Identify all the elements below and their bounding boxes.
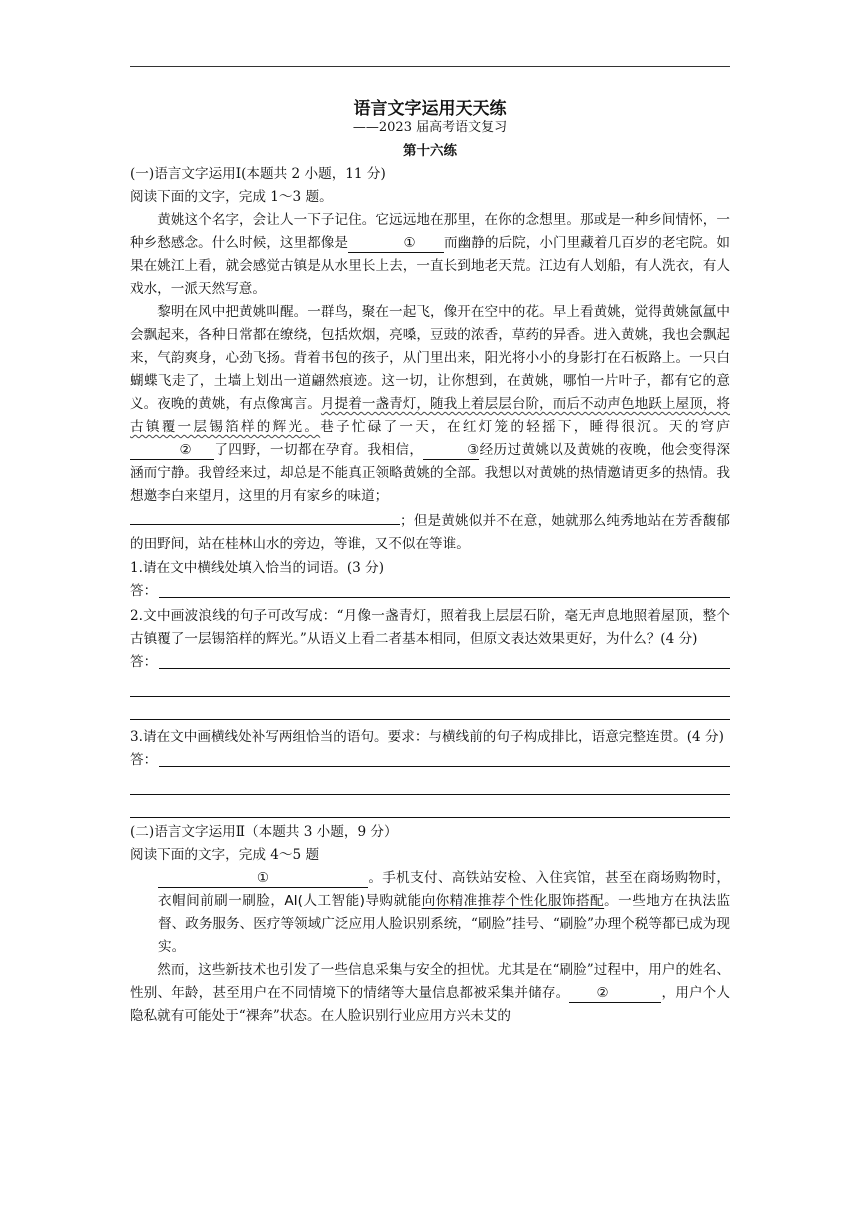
question-1: 1.请在文中横线处填入恰当的词语。(3 分) bbox=[130, 560, 385, 576]
text: ；但是黄姚似并不在意，她就那么纯秀地站在芳香馥郁的田野间，站在桂林山水的旁边，等谁，又不似在等谁。 bbox=[130, 513, 730, 552]
answer-fill bbox=[159, 766, 730, 767]
text: 而幽静的后院，小门里藏着几百岁的老宅院。如果在姚江上看，就会感觉古镇是从水里长上去，一直长到地老天荒。江边有人划船，有人洗衣，有人戏水，一派天然写意。 bbox=[130, 235, 731, 297]
text: AI( bbox=[284, 893, 303, 909]
answer-line-2 bbox=[130, 651, 730, 674]
answer-line-3 bbox=[130, 749, 730, 772]
underlined-phrase: 向你精准推荐个性化服饰搭配 bbox=[421, 893, 605, 909]
text: 然而，这些新技术也引发了一些信息采集与安全的担忧。尤其是在“刷脸”过程中，用户的姓名、性别、年龄，甚至用户在不同情境下的情绪等大量信息都被采集并储存。 bbox=[130, 962, 730, 1001]
section2-instruction: 阅读下面的文字，完成 4～5 题 bbox=[130, 847, 320, 863]
doc-subtitle: ——2023 届高考语文复习 bbox=[352, 120, 508, 135]
passage1-paragraph1 bbox=[130, 209, 730, 301]
passage2-paragraph1 bbox=[130, 867, 730, 959]
text: ，用户个人隐私就有可能处于“裸奔”状态。在人脸识别行业应用方兴未艾的 bbox=[130, 985, 731, 1024]
answer-line-1 bbox=[130, 580, 730, 603]
answer-label: 答： bbox=[130, 583, 158, 599]
blank-long bbox=[130, 508, 400, 525]
answer-label: 答： bbox=[130, 752, 158, 768]
text: 导购就能 bbox=[364, 893, 422, 909]
blank-s2-1: ① bbox=[158, 869, 368, 888]
text: 。一些地方在执法监督、政务服务、医疗等领域广泛应用人脸识别系统，“刷脸”挂号、“刷脸”办理个税等都已成为现实。 bbox=[158, 893, 731, 955]
text: 经历过黄姚以及黄姚的夜晚，他会变得深涵而宁静。我曾经来过，却总是不能真正领略黄姚的全部。我想以对黄姚的热情邀请更多的热情。我想邀李白来望月，这里的月有家乡的味道； bbox=[130, 442, 731, 504]
blank-1: ① bbox=[348, 234, 444, 253]
answer-line-2c bbox=[130, 697, 730, 720]
blank-2: ② bbox=[130, 441, 214, 460]
top-rule bbox=[130, 66, 730, 67]
question-2: 2.文中画波浪线的句子可改写成：“月像一盏青灯，照着我上层层石阶，毫无声息地照着屋顶，整个古镇覆了一层锡箔样的辉光。”从语义上看二者基本相同，但原文表达效果更好，为什么？(4 分) bbox=[130, 608, 730, 647]
text: ) bbox=[359, 893, 365, 909]
text: 巷子忙碌了一天，在红灯笼的轻摇下，睡得很沉。天的穹庐 bbox=[320, 419, 730, 435]
wavy-sentence: 月提着一盏青灯，随我上着层层台阶，而后不动声色地跃上屋顶，将古镇覆一层锡箔样的辉光。 bbox=[130, 396, 730, 435]
answer-fill bbox=[159, 597, 730, 598]
passage1-paragraph2 bbox=[130, 301, 730, 556]
answer-label: 答： bbox=[130, 654, 158, 670]
passage2-paragraph2 bbox=[130, 959, 730, 1028]
doc-title: 语言文字运用天天练 bbox=[353, 99, 507, 119]
text: 黄姚这个名字，会让人一下子记住。它远远地在那里，在你的念想里。那或是一种乡间情怀，一种乡愁感念。什么时候，这里都像是 bbox=[130, 212, 730, 251]
answer-line-3c bbox=[130, 795, 730, 818]
section1-instruction: 阅读下面的文字，完成 1～3 题。 bbox=[130, 189, 333, 205]
blank-s2-2: ② bbox=[569, 984, 661, 1003]
answer-line-2b bbox=[130, 674, 730, 697]
text: 了四野，一切都在孕育。我相信， bbox=[214, 442, 424, 458]
question-3: 3.请在文中画横线处补写两组恰当的语句。要求：与横线前的句子构成排比，语意完整连贯。(4 分) bbox=[130, 729, 724, 745]
text: 。手机支付、高铁站安检、入住宾馆，甚至在商场购物时，衣帽间前刷一刷脸， bbox=[158, 870, 730, 909]
blank-3: ③ bbox=[423, 441, 479, 460]
lesson-title: 第十六练 bbox=[403, 143, 457, 159]
document-page bbox=[130, 98, 730, 1028]
section2-heading: (二)语言文字运用Ⅱ（本题共 3 小题，9 分） bbox=[130, 824, 398, 840]
answer-fill bbox=[159, 668, 730, 669]
section1-heading: (一)语言文字运用Ⅰ(本题共 2 小题，11 分) bbox=[130, 166, 386, 182]
text: 人工智能 bbox=[303, 893, 360, 909]
text: 黎明在风中把黄姚叫醒。一群鸟，聚在一起飞，像开在空中的花。早上看黄姚，觉得黄姚氤氲中会飘起来，各种日常都在缭绕，包括炊烟，亮嗓，豆豉的浓香，草药的异香。进入黄姚，我也会飘起来，气韵爽身，心劲飞扬。背着书包的孩子，从门里出来，阳光将小小的身影打在石板路上。一只白蝴蝶飞走了，土墙上划出一道翩然痕迹。这一切，让你想到，在黄姚，哪怕一片叶子，都有它的意义。夜晚的黄姚，有点像寓言。 bbox=[130, 304, 730, 412]
answer-line-3b bbox=[130, 772, 730, 795]
